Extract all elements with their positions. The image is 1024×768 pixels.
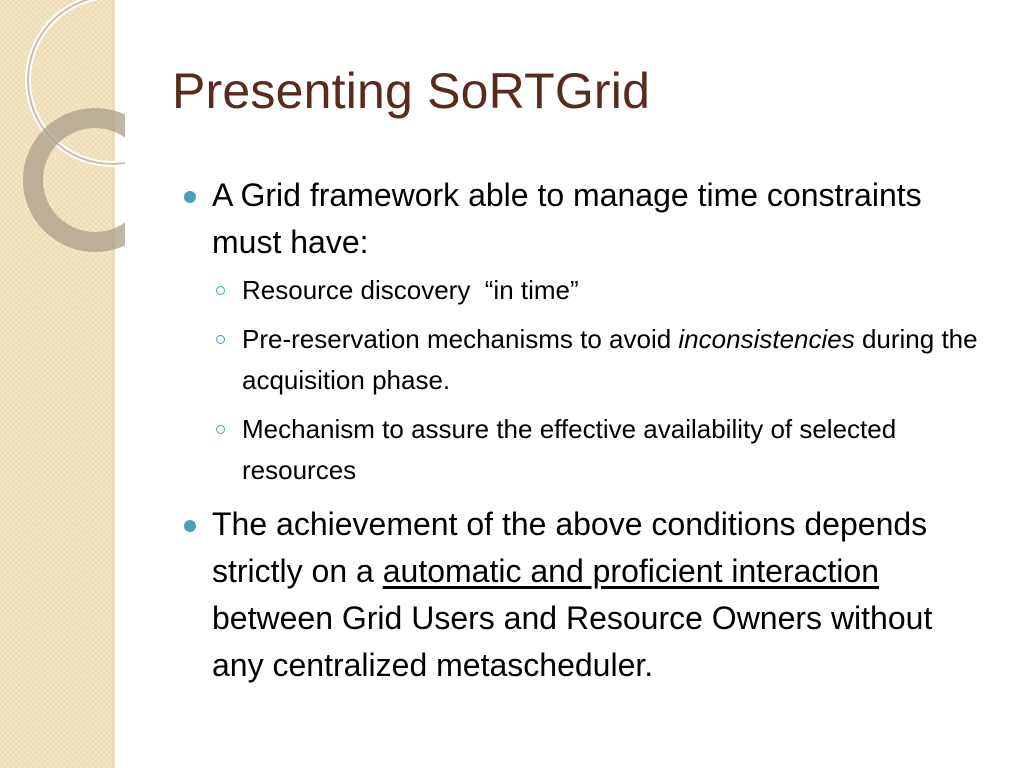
sub-bullet-list: [212, 270, 992, 491]
bullet-dot-icon: [184, 520, 196, 532]
slide-body: [182, 172, 992, 689]
sub-bullet-resource-discovery: [212, 270, 992, 311]
bullet-text-after: between Grid Users and Resource Owners without any centralized metascheduler.: [212, 600, 933, 683]
bullet-framework-requirements: [182, 172, 992, 491]
bullet-achievement: [182, 501, 992, 689]
bullet-dot-icon: [184, 191, 196, 203]
sub-bullet-ring-icon: [216, 335, 225, 344]
sub-bullet-pre-reservation: [212, 319, 992, 401]
bullet-underlined-phrase: automatic and proficient interaction: [382, 553, 879, 589]
sub-bullet-text-before: Pre-reservation mechanisms to avoid: [242, 324, 679, 354]
sub-bullet-ring-icon: [216, 286, 225, 295]
decorative-rings: [0, 0, 125, 260]
sub-bullet-ring-icon: [216, 425, 225, 434]
sub-bullet-mechanism: [212, 409, 992, 491]
inner-thick-ring: [33, 118, 125, 242]
sub-bullet-text-after: during the acquisition phase.: [242, 324, 978, 395]
sub-bullet-text: Resource discovery “in time”: [242, 275, 579, 305]
slide-title: Presenting SoRTGrid: [172, 63, 651, 119]
sub-bullet-text: Mechanism to assure the effective availability of selected resources: [242, 414, 897, 485]
bullet-text-before: The achievement of the above conditions depends strictly on a: [212, 506, 928, 589]
bullet-text: A Grid framework able to manage time constraints must have:: [212, 177, 922, 260]
sub-bullet-emphasis: inconsistencies: [678, 324, 855, 354]
